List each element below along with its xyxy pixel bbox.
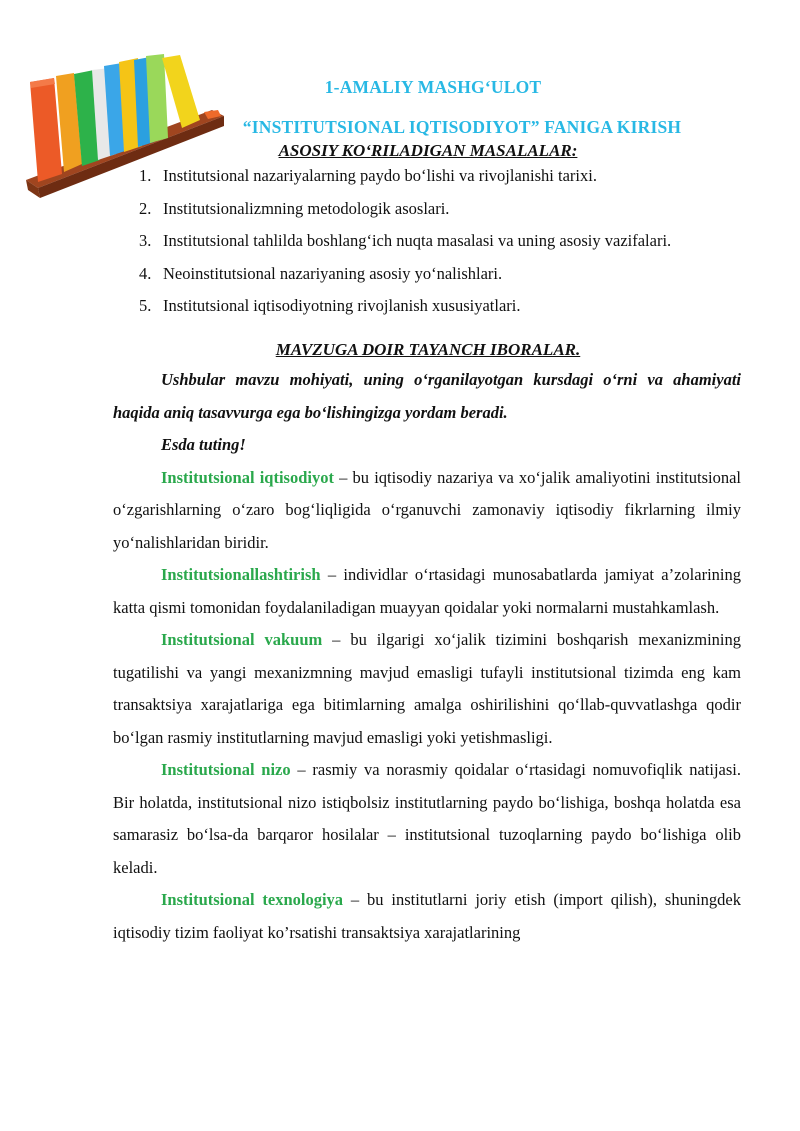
term-definition: – bu institutlarni joriy etish (import qilish), shuningdek iqtisodiy tizim faoliyat ko’rsatishi transaktsiya xarajatlarining: [113, 890, 741, 942]
term-label: Institutsionallashtirish: [161, 565, 321, 584]
term-paragraph: [113, 559, 741, 624]
term-definition: – bu iqtisodiy nazariya va xo‘jalik amaliyotini institutsional o‘zgarishlarning o‘zaro bog‘liqligida o‘rganuvchi zamonaviy iqtisodiy fikrlarning ilmiy yo‘nalishlaridan biridir.: [113, 467, 741, 552]
term-label: Institutsional texnologiya: [161, 890, 344, 909]
term-paragraph: [113, 462, 741, 560]
term-paragraph: [113, 754, 741, 884]
term-label: Institutsional vakuum: [161, 630, 323, 649]
term-label: Institutsional iqtisodiyot: [161, 467, 334, 487]
page-title: 1-AMALIY MASHG‘ULOT: [324, 77, 542, 97]
page-subtitle: “INSTITUTSIONAL IQTISODIYOT” FANIGA KIRISH: [242, 117, 682, 137]
issues-heading: ASOSIY KO‘RILADIGAN MASALALAR:: [278, 141, 578, 160]
list-item: 4. Neoinstitutsional nazariyaning asosiy yo‘nalishlari.: [139, 263, 503, 283]
terms-heading: MAVZUGA DOIR TAYANCH IBORALAR.: [275, 340, 581, 359]
term-definition: – bu ilgarigi xo‘jalik tizimini boshqarish mexanizmining tugatilishi va yangi mexanizmning mavjud emasligi tufayli institutsional tizimda eng kam transaktsiya xarajatlariga ega bitimlarning amalga oshirilishini qo‘llab-quvvatlashga qodir bo‘lgan rasmiy institutlarning mavjud emasligi yoki yetishmasligi.: [113, 630, 741, 747]
term-paragraph: [113, 624, 741, 754]
list-item: 2. Institutsionalizmning metodologik asoslari.: [139, 198, 450, 218]
list-item: 5. Institutsional iqtisodiyotning rivojlanish xususiyatlari.: [139, 296, 521, 315]
issues-list: [139, 163, 671, 326]
term-definition: – rasmiy va norasmiy qoidalar o‘rtasidagi nomuvofiqlik natijasi. Bir holatda, institutsional nizo istiqbolsiz institutlarning paydo bo‘lishiga, boshqa holatda esa samarasiz bo‘lsa-da barqaror hosilalar – institutsional tuzoqlarning paydo bo‘lishiga olib keladi.: [113, 760, 741, 877]
term-paragraph: [113, 884, 741, 949]
intro-paragraph: Ushbular mavzu mohiyati, uning o‘rganilayotgan kursdagi o‘rni va ahamiyati haqida aniq tasavvurga ega bo‘lishingizga yordam beradi.: [113, 370, 741, 422]
list-item: 3. Institutsional tahlilda boshlang‘ich nuqta masalasi va uning asosiy vazifalari.: [139, 231, 672, 250]
terms-body: [113, 364, 741, 949]
term-label: Institutsional nizo: [161, 760, 291, 779]
term-definition: – individlar o‘rtasidagi munosabatlarda jamiyat a’zolarining katta qismi tomonidan foydalaniladigan muayyan qoidalar yoki normalarni mustahkamlash.: [113, 565, 741, 617]
reminder-text: Esda tuting!: [161, 435, 246, 454]
list-item: 1. Institutsional nazariyalarning paydo bo‘lishi va rivojlanishi tarixi.: [139, 166, 597, 185]
